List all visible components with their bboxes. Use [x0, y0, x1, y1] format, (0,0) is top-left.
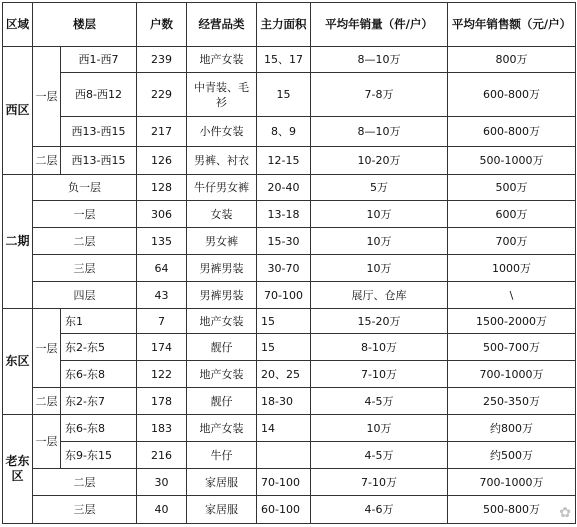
cell-floor: 东2-东5 — [61, 334, 137, 361]
cell-units: 64 — [137, 255, 187, 282]
table-row — [3, 73, 576, 117]
cell-floor: 二层 — [33, 228, 137, 255]
header-avg-sales: 平均年销售额（元/户） — [448, 3, 576, 47]
cell-avg-sales: 500-700万 — [448, 334, 576, 361]
cell-category: 女装 — [187, 201, 257, 228]
cell-main-area: 15 — [257, 73, 311, 117]
cell-units: 40 — [137, 496, 187, 524]
cell-avg-sales: 700-1000万 — [448, 361, 576, 388]
cell-units: 43 — [137, 282, 187, 309]
area-old-east: 老东区 — [3, 415, 33, 524]
table-row — [3, 282, 576, 309]
cell-units: 216 — [137, 442, 187, 469]
table-row — [3, 496, 576, 524]
table-row — [3, 228, 576, 255]
cell-floor: 三层 — [33, 496, 137, 524]
cell-category: 男裤男装 — [187, 255, 257, 282]
cell-avg-sales: 1000万 — [448, 255, 576, 282]
cell-floor: 东9-东15 — [61, 442, 137, 469]
area-phase2: 二期 — [3, 175, 33, 309]
cell-avg-volume: 7-8万 — [311, 73, 448, 117]
cell-avg-volume: 10-20万 — [311, 147, 448, 175]
cell-units: 229 — [137, 73, 187, 117]
cell-avg-volume: 4-5万 — [311, 442, 448, 469]
floor-group-west-2: 二层 — [33, 147, 61, 175]
cell-units: 135 — [137, 228, 187, 255]
floor-group-east-1: 一层 — [33, 309, 61, 388]
cell-avg-volume: 15-20万 — [311, 309, 448, 334]
cell-main-area: 18-30 — [257, 388, 311, 415]
cell-category: 男裤男装 — [187, 282, 257, 309]
cell-units: 178 — [137, 388, 187, 415]
cell-units: 217 — [137, 117, 187, 147]
cell-main-area: 70-100 — [257, 282, 311, 309]
cell-floor: 东6-东8 — [61, 361, 137, 388]
cell-floor: 二层 — [33, 469, 137, 496]
header-floor: 楼层 — [33, 3, 137, 47]
cell-avg-sales: 700-1000万 — [448, 469, 576, 496]
cell-floor: 负一层 — [33, 175, 137, 201]
cell-avg-sales: 250-350万 — [448, 388, 576, 415]
cell-avg-sales: 500-1000万 — [448, 147, 576, 175]
cell-category: 男女裤 — [187, 228, 257, 255]
cell-category: 靓仔 — [187, 388, 257, 415]
cell-avg-sales: \ — [448, 282, 576, 309]
header-row — [3, 3, 576, 47]
cell-main-area: 14 — [257, 415, 311, 442]
cell-avg-volume: 8—10万 — [311, 47, 448, 73]
sales-table — [2, 2, 576, 524]
cell-main-area: 60-100 — [257, 496, 311, 524]
cell-avg-sales: 500-800万 — [448, 496, 576, 524]
cell-category: 牛仔 — [187, 442, 257, 469]
header-area: 区域 — [3, 3, 33, 47]
cell-avg-sales: 800万 — [448, 47, 576, 73]
cell-avg-sales: 约800万 — [448, 415, 576, 442]
cell-units: 183 — [137, 415, 187, 442]
table-row — [3, 255, 576, 282]
cell-units: 174 — [137, 334, 187, 361]
cell-floor: 三层 — [33, 255, 137, 282]
cell-avg-sales: 600-800万 — [448, 73, 576, 117]
cell-category: 小件女装 — [187, 117, 257, 147]
cell-avg-volume: 7-10万 — [311, 361, 448, 388]
cell-avg-volume: 7-10万 — [311, 469, 448, 496]
table-row — [3, 361, 576, 388]
cell-category: 男裤、衬衣 — [187, 147, 257, 175]
table-row — [3, 175, 576, 201]
cell-floor: 一层 — [33, 201, 137, 228]
table-row — [3, 147, 576, 175]
table-row — [3, 47, 576, 73]
header-units: 户数 — [137, 3, 187, 47]
area-west: 西区 — [3, 47, 33, 175]
cell-category: 地产女装 — [187, 47, 257, 73]
cell-category: 家居服 — [187, 496, 257, 524]
cell-main-area: 15、17 — [257, 47, 311, 73]
floor-group-east-2: 二层 — [33, 388, 61, 415]
cell-floor: 四层 — [33, 282, 137, 309]
cell-main-area: 15 — [257, 309, 311, 334]
cell-category: 地产女装 — [187, 309, 257, 334]
cell-avg-volume: 10万 — [311, 255, 448, 282]
cell-category: 家居服 — [187, 469, 257, 496]
cell-main-area: 15-30 — [257, 228, 311, 255]
table-row — [3, 309, 576, 334]
cell-category: 地产女装 — [187, 415, 257, 442]
cell-units: 7 — [137, 309, 187, 334]
cell-category: 中青装、毛衫 — [187, 73, 257, 117]
cell-main-area: 20、25 — [257, 361, 311, 388]
cell-avg-volume: 5万 — [311, 175, 448, 201]
floor-group-west-1: 一层 — [33, 47, 61, 147]
cell-main-area — [257, 442, 311, 469]
cell-main-area: 70-100 — [257, 469, 311, 496]
table-row — [3, 117, 576, 147]
cell-floor: 东2-东7 — [61, 388, 137, 415]
cell-avg-sales: 约500万 — [448, 442, 576, 469]
cell-floor: 西13-西15 — [61, 147, 137, 175]
cell-floor: 西1-西7 — [61, 47, 137, 73]
floor-group-old-east-1: 一层 — [33, 415, 61, 469]
cell-main-area: 12-15 — [257, 147, 311, 175]
cell-units: 239 — [137, 47, 187, 73]
cell-avg-volume: 4-6万 — [311, 496, 448, 524]
cell-avg-volume: 10万 — [311, 228, 448, 255]
cell-avg-volume: 4-5万 — [311, 388, 448, 415]
cell-category: 地产女装 — [187, 361, 257, 388]
area-east: 东区 — [3, 309, 33, 415]
cell-units: 128 — [137, 175, 187, 201]
cell-main-area: 30-70 — [257, 255, 311, 282]
cell-units: 126 — [137, 147, 187, 175]
table-row — [3, 469, 576, 496]
cell-avg-sales: 600-800万 — [448, 117, 576, 147]
cell-floor: 东6-东8 — [61, 415, 137, 442]
table-row — [3, 201, 576, 228]
cell-main-area: 15 — [257, 334, 311, 361]
table-row — [3, 388, 576, 415]
cell-avg-sales: 500万 — [448, 175, 576, 201]
cell-units: 30 — [137, 469, 187, 496]
table-row — [3, 442, 576, 469]
watermark-icon: ✿ — [559, 505, 571, 521]
cell-avg-volume: 10万 — [311, 201, 448, 228]
cell-avg-volume: 8-10万 — [311, 334, 448, 361]
cell-main-area: 8、9 — [257, 117, 311, 147]
cell-avg-volume: 8—10万 — [311, 117, 448, 147]
cell-avg-sales: 700万 — [448, 228, 576, 255]
cell-units: 122 — [137, 361, 187, 388]
cell-category: 靓仔 — [187, 334, 257, 361]
cell-main-area: 13-18 — [257, 201, 311, 228]
cell-floor: 东1 — [61, 309, 137, 334]
header-main-area: 主力面积 — [257, 3, 311, 47]
cell-avg-sales: 600万 — [448, 201, 576, 228]
cell-avg-sales: 1500-2000万 — [448, 309, 576, 334]
table-row — [3, 334, 576, 361]
header-avg-volume: 平均年销量（件/户） — [311, 3, 448, 47]
cell-main-area: 20-40 — [257, 175, 311, 201]
cell-floor: 西13-西15 — [61, 117, 137, 147]
cell-avg-volume: 10万 — [311, 415, 448, 442]
cell-category: 牛仔男女裤 — [187, 175, 257, 201]
cell-floor: 西8-西12 — [61, 73, 137, 117]
cell-avg-volume: 展厅、仓库 — [311, 282, 448, 309]
cell-units: 306 — [137, 201, 187, 228]
header-category: 经营品类 — [187, 3, 257, 47]
table-row — [3, 415, 576, 442]
